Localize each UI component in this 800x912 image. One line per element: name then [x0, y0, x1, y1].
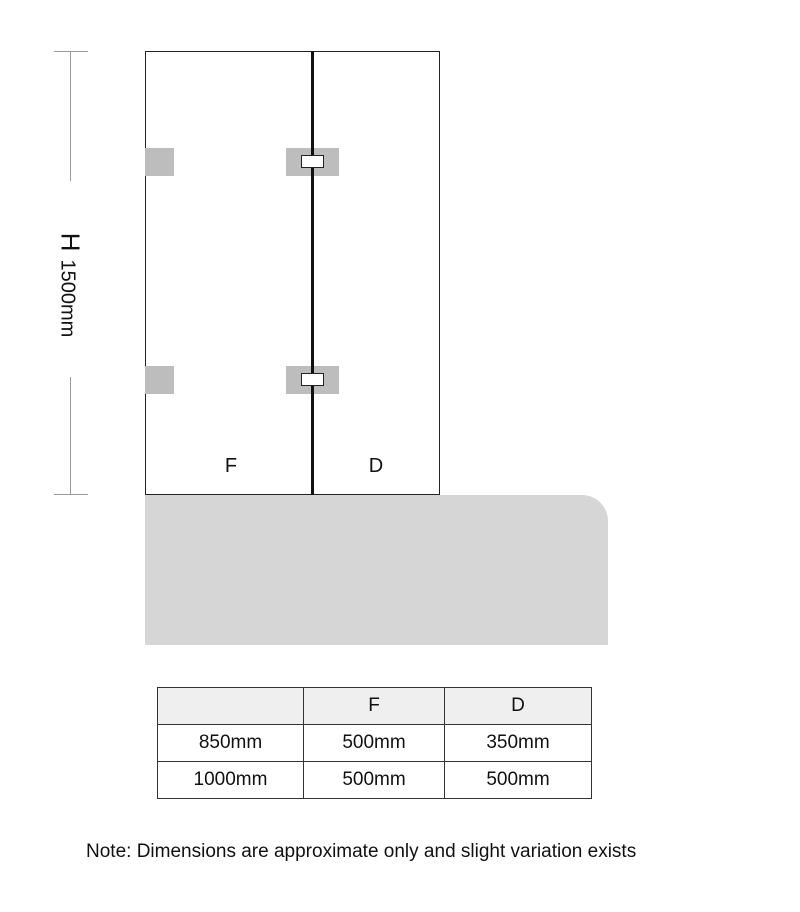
dimension-line-upper	[70, 51, 71, 181]
table-header-row	[158, 688, 592, 725]
table-header-cell	[158, 688, 304, 725]
table-header-cell: D	[445, 688, 592, 725]
hinge-top-slot	[301, 155, 324, 168]
panel-label-f: F	[224, 455, 238, 477]
table-cell: 850mm	[158, 725, 304, 762]
table-cell: 350mm	[445, 725, 592, 762]
table-cell: 1000mm	[158, 762, 304, 799]
fixed-panel	[145, 51, 314, 495]
panel-label-d: D	[368, 455, 384, 477]
height-value: 1500mm	[56, 259, 79, 338]
table-cell: 500mm	[304, 725, 445, 762]
dimension-bottom-tick	[54, 494, 88, 495]
table-cell: 500mm	[445, 762, 592, 799]
table-header-cell: F	[304, 688, 445, 725]
hinge-bottom-slot	[301, 373, 324, 386]
bath	[145, 495, 608, 645]
door-panel	[311, 51, 440, 495]
height-dimension-label	[55, 233, 86, 338]
dimension-top-tick	[54, 51, 88, 52]
dimension-line-lower	[70, 377, 71, 495]
table-cell: 500mm	[304, 762, 445, 799]
dimensions-table	[157, 687, 592, 799]
dimensions-note: Note: Dimensions are approximate only and slight variation exists	[86, 841, 637, 862]
wall-clamp-top	[145, 148, 174, 176]
height-symbol: H	[55, 232, 86, 252]
wall-clamp-bottom	[145, 366, 174, 394]
panel-join-line	[311, 51, 314, 495]
table-row	[158, 762, 592, 799]
table-row	[158, 725, 592, 762]
